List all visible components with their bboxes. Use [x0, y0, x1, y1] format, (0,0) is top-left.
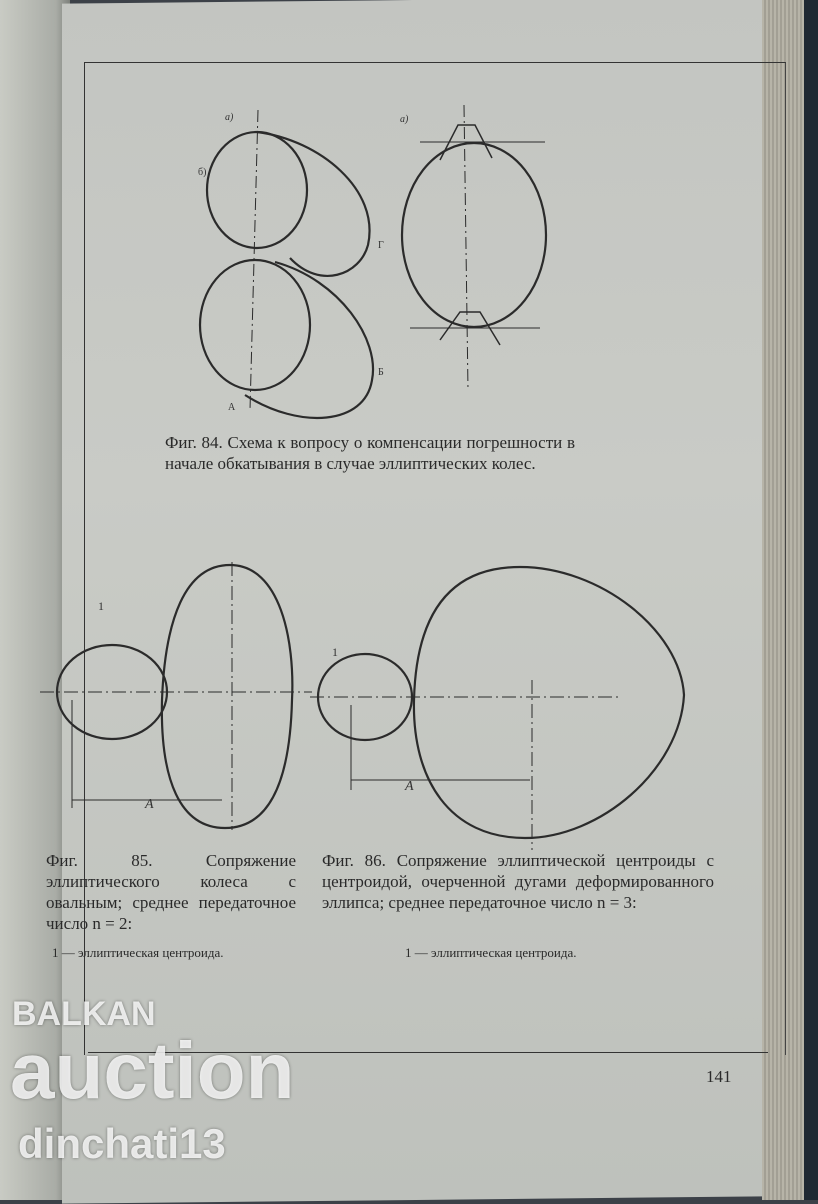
label-1-86: 1 [332, 645, 338, 659]
figure-84-caption: Фиг. 84. Схема к вопросу о компенсации погрешности в начале обкатывания в случае эллиптических колес. [165, 433, 575, 473]
figure-86-caption: Фиг. 86. Сопряжение эллиптической центроиды с центроидой, очерченной дугами деформированного эллипса; среднее передаточное число n = 3: [322, 851, 714, 912]
figure-86-legend: 1 — эллиптическая центроида. [405, 945, 577, 960]
label-A-84: А [228, 402, 236, 413]
watermark-user: dinchati13 [18, 1120, 226, 1167]
figure-85-caption: Фиг. 85. Сопряжение эллиптического колеса с овальным; среднее передаточное число n = 2: [46, 851, 296, 933]
label-A-85: A [145, 797, 154, 812]
label-A-86: A [405, 779, 414, 794]
label-g: б) [198, 167, 207, 178]
figure-85 [40, 562, 312, 830]
page-number: 141 [706, 1067, 732, 1086]
watermark-auction: auction [10, 1026, 295, 1115]
label-b-84: а) [400, 114, 409, 125]
label-1-85: 1 [98, 599, 104, 613]
figure-86 [310, 567, 684, 850]
figure-84a [198, 110, 384, 418]
label-b: Б [378, 367, 384, 378]
figure-85-legend: 1 — эллиптическая центроида. [52, 945, 224, 960]
label-a: а) [225, 112, 234, 123]
label-v: Г [378, 240, 384, 251]
watermark-balkan: BALKAN [12, 995, 156, 1033]
figure-84b [400, 105, 546, 390]
